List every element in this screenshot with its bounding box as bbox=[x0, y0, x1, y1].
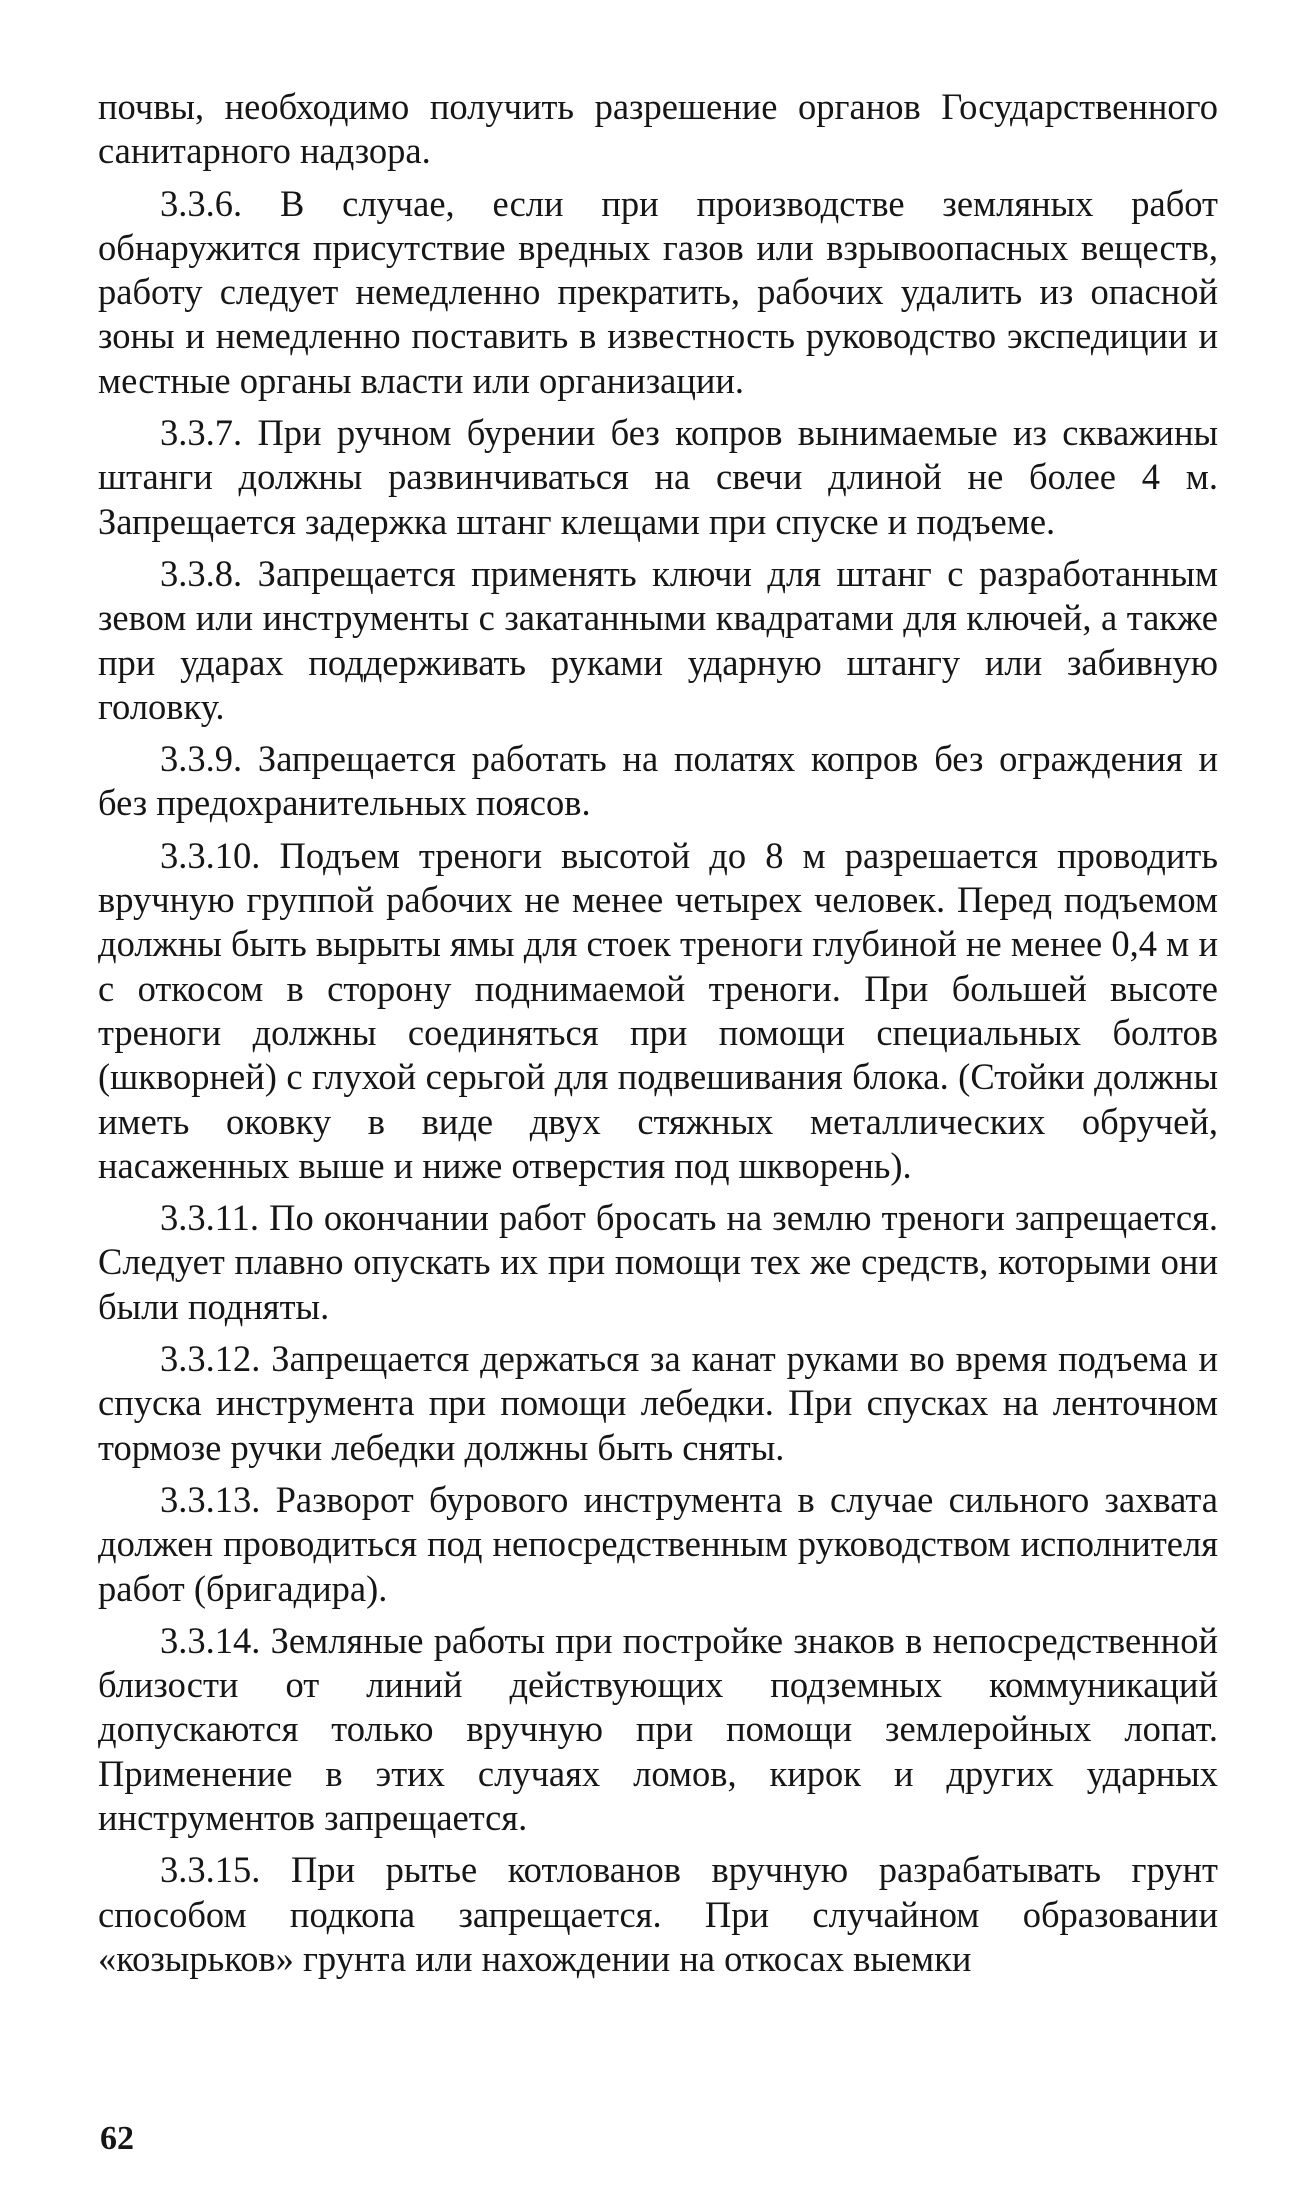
paragraph-text: Запрещается применять ключи для штанг с разработанным зевом или инструменты с закатанными квадратами для ключей, а также при ударах поддерживать руками ударную штангу или забивную головку. bbox=[98, 552, 1218, 727]
paragraph-text: Земляные работы при постройке знаков в непосредственной близости от линий действующих подземных коммуникаций допускаются только вручную при помощи землеройных лопат. Применение в этих случаях ломов, кирок и других ударных инструментов запрещается. bbox=[98, 1619, 1218, 1838]
paragraph-text: Запрещается работать на полатях копров без ограждения и без предохранительных поясов. bbox=[98, 738, 1218, 824]
paragraph-text: Подъем треноги высотой до 8 м разрешается проводить вручную группой рабочих не менее четырех человек. Перед подъемом должны быть вырыты ямы для стоек треноги глубиной не менее 0,4 м и с откосом в сторону поднимаемой треноги. При большей высоте треноги должны соединяться при помощи специальных болтов (шкворней) с глухой серьгой для подвешивания блока. (Стойки должны иметь оковку в виде двух стяжных металлических обручей, насаженных выше и ниже отверстия под шкворень). bbox=[98, 834, 1219, 1186]
paragraph-3-3-12 bbox=[98, 1337, 1218, 1470]
paragraph-number: 3.3.14. bbox=[160, 1619, 261, 1661]
paragraph-number: 3.3.13. bbox=[160, 1478, 261, 1520]
paragraph-3-3-14 bbox=[98, 1619, 1218, 1840]
paragraph-number: 3.3.12. bbox=[160, 1338, 261, 1380]
paragraph-text: Разворот бурового инструмента в случае сильного захвата должен проводиться под непосредственным руководством исполнителя работ (бригадира). bbox=[98, 1478, 1218, 1609]
paragraph-continuation bbox=[98, 85, 1218, 174]
paragraph-number: 3.3.9. bbox=[160, 738, 243, 780]
paragraph-3-3-8 bbox=[98, 552, 1218, 729]
paragraph-number: 3.3.7. bbox=[160, 412, 243, 454]
paragraph-number: 3.3.11. bbox=[160, 1197, 260, 1239]
document-page bbox=[98, 85, 1218, 1989]
paragraph-text: В случае, если при производстве земляных работ обнаружится присутствие вредных газов или взрывоопасных веществ, работу следует немедленно прекратить, рабочих удалить из опасной зоны и немедленно поставить в известность руководство экспедиции и местные органы власти или организации. bbox=[98, 182, 1218, 401]
paragraph-3-3-13 bbox=[98, 1478, 1218, 1611]
paragraph-text: По окончании работ бросать на землю треноги запрещается. Следует плавно опускать их при помощи тех же средств, которыми они были подняты. bbox=[98, 1197, 1218, 1327]
paragraph-text: почвы, необходимо получить разрешение органов Государственного санитарного надзора. bbox=[98, 86, 1218, 172]
paragraph-number: 3.3.15. bbox=[160, 1849, 261, 1891]
paragraph-3-3-9 bbox=[98, 737, 1218, 826]
page-number: 62 bbox=[100, 2120, 134, 2157]
paragraph-text: При ручном бурении без копров вынимаемые из скважины штанги должны развинчиваться на свечи длиной не более 4 м. Запрещается задержка штанг клещами при спуске и подъеме. bbox=[98, 412, 1218, 542]
paragraph-text: Запрещается держаться за канат руками во время подъема и спуска инструмента при помощи лебедки. При спусках на ленточном тормозе ручки лебедки должны быть сняты. bbox=[98, 1338, 1219, 1468]
paragraph-number: 3.3.6. bbox=[160, 182, 243, 224]
paragraph-3-3-11 bbox=[98, 1196, 1218, 1329]
paragraph-3-3-10 bbox=[98, 834, 1218, 1188]
paragraph-3-3-15 bbox=[98, 1848, 1218, 1981]
paragraph-number: 3.3.8. bbox=[160, 552, 243, 594]
paragraph-3-3-6 bbox=[98, 182, 1218, 403]
paragraph-text: При рытье котлованов вручную разрабатывать грунт способом подкопа запрещается. При случайном образовании «козырьков» грунта или нахождении на откосах выемки bbox=[98, 1849, 1219, 1979]
paragraph-number: 3.3.10. bbox=[160, 834, 261, 876]
paragraph-3-3-7 bbox=[98, 411, 1218, 544]
